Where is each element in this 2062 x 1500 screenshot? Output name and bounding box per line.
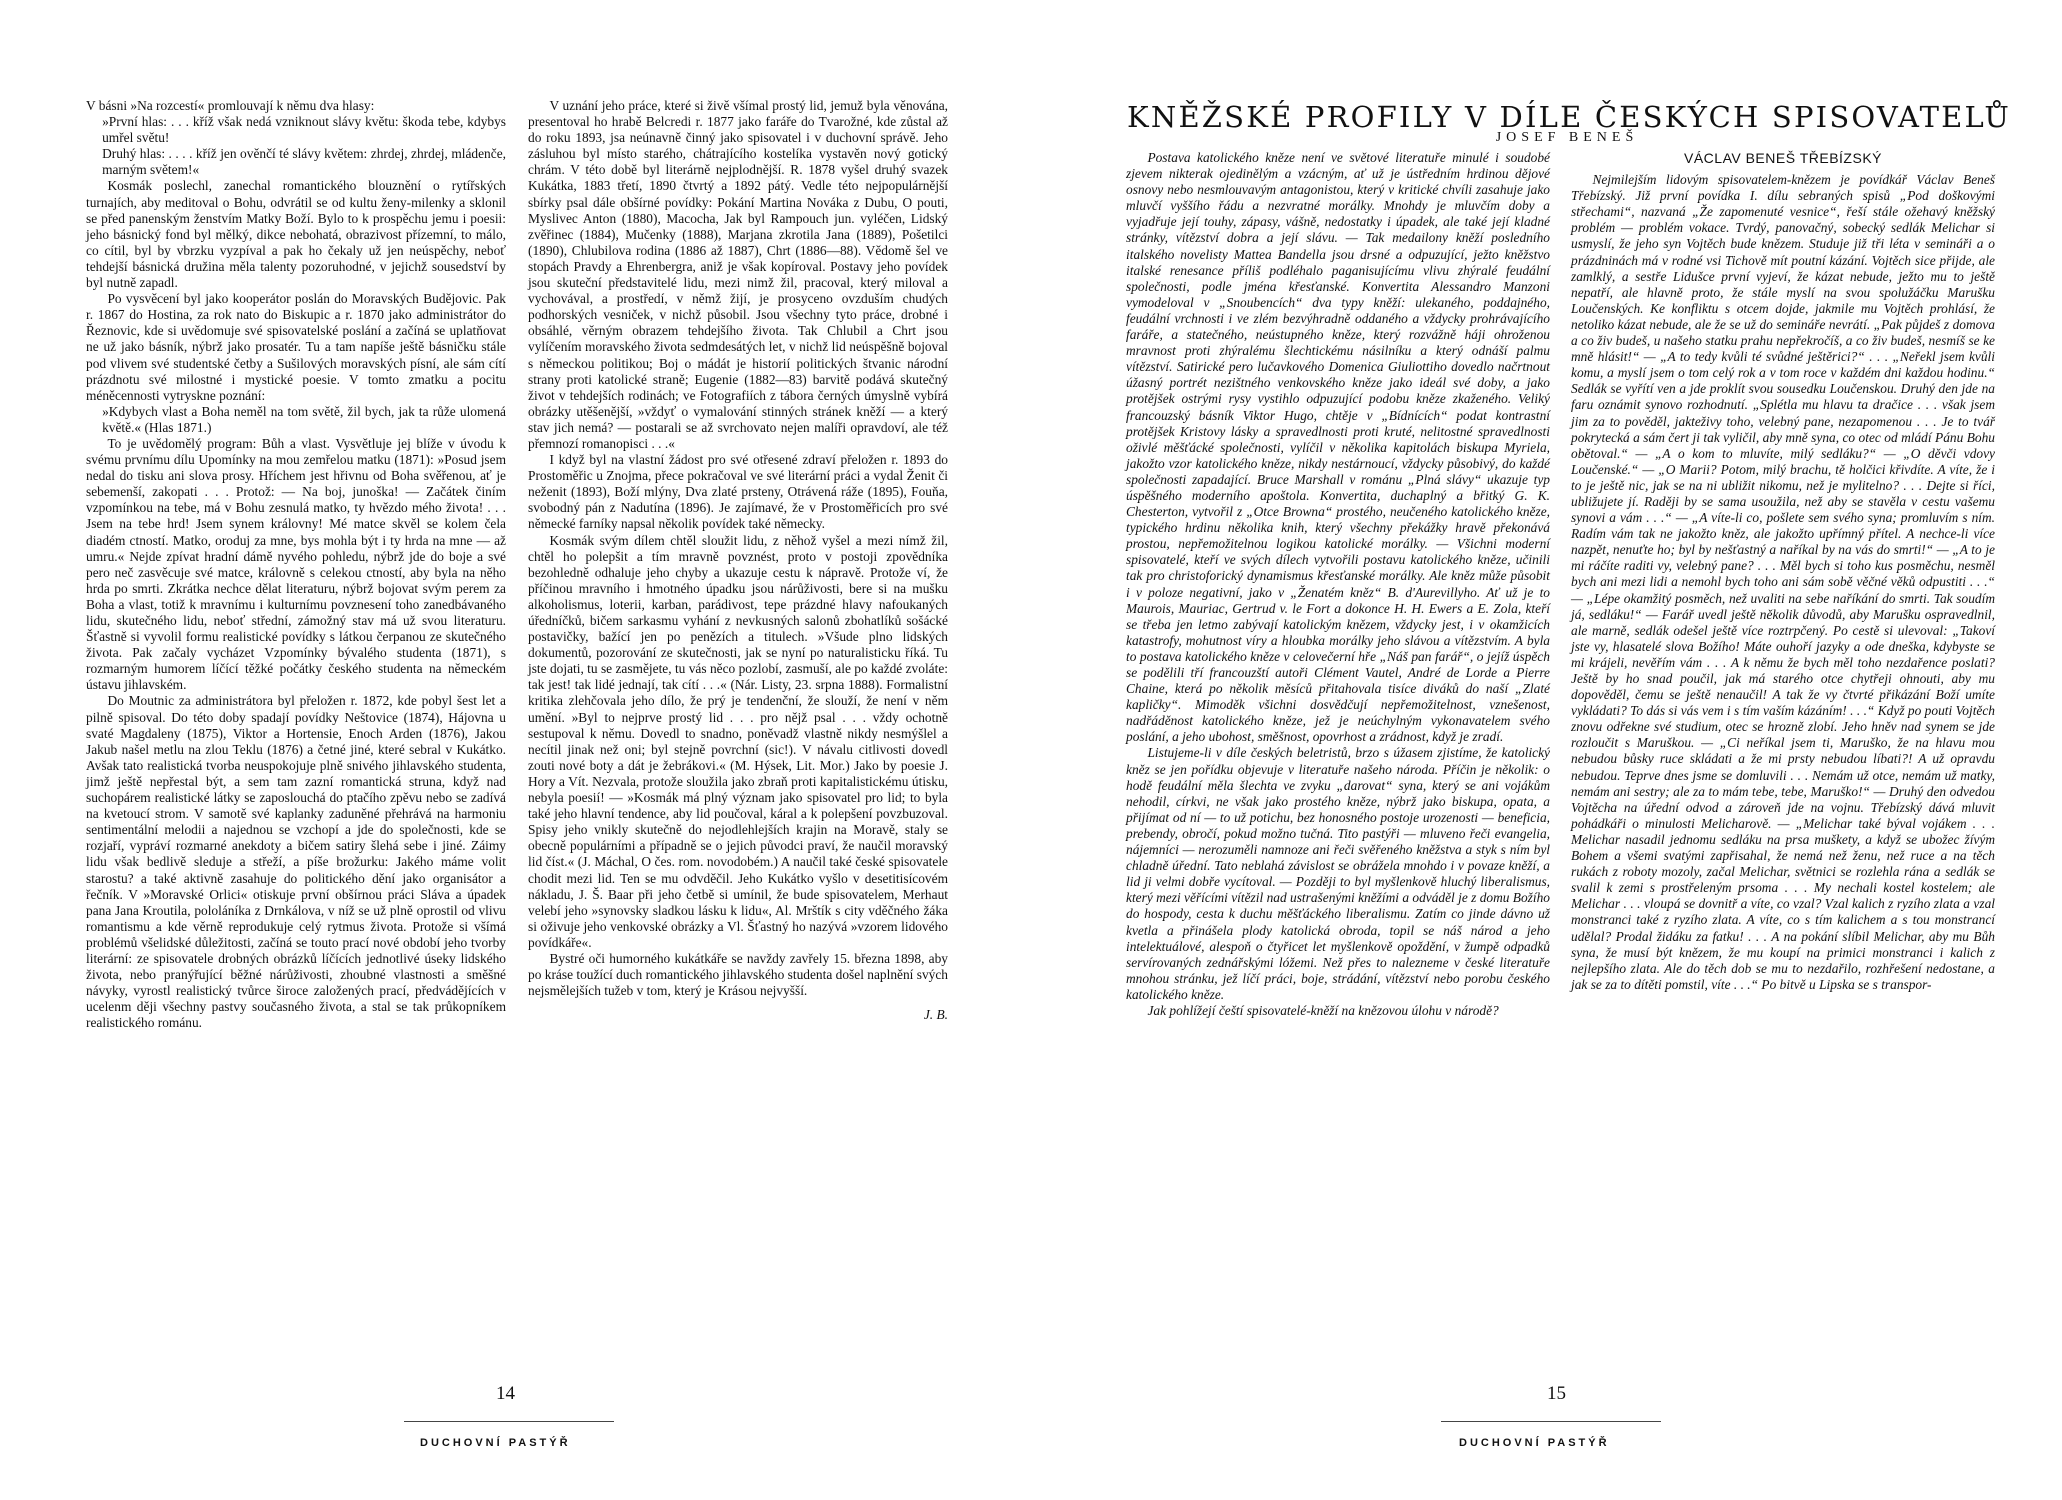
running-footer: DUCHOVNÍ PASTÝŘ [1459,1437,1610,1449]
verse: »První hlas: . . . kříž však nedá vzniknout slávy květu: škoda tebe, kdybys umřel světu! [102,114,506,146]
paragraph: Kosmák poslechl, zanechal romantického blouznění o rytířských turnajích, aby meditoval o Bohu, odvrátil se od kultu ženy-milenky a sklonil se před panenským ženstvím Matky Boží. Bylo to k prospěchu jemu i poesii: jeho básnický fond byl mělký, dikce nebohatá, obrazivost přízemní, to málo, co cítil, byl by vbrzku vyzpíval a pak ho čekaly už jen neúspěchy, neboť tehdejší básnická družina měla talenty pozoruhodné, v jejichž sousedství by byl nutně zapadl. [86,178,506,291]
paragraph: Do Moutnic za administrátora byl přeložen r. 1872, kde pobyl šest let a pilně spisoval. Do této doby spadají povídky Neštovice (1874), Hájovna u svaté Magdaleny (1875), Viktor a Hortensie, Enoch Arden (1876), Jakou Jakub našel metlu na zlou Teklu (1876) a četné jiné, které sebral v Kukátko. Avšak tato realistická tvorba neuspokojuje plně snivého jihlavského studenta, jimž ještě nepřestal být, a sem tam zazní romantická struna, když nad suchopárem realistické látky se zaposlouchá do ptačího zpěvu nebo se zadívá na kvetoucí strom. V samotě své kaplanky zaduněné přehrává na harmoniu sentimentální melodii a najednou se vzchopí a jde do společnosti, kde se rozjaří, vypráví rozmarné anekdoty a bičem satiry šlehá sebe i jiné. Záimy lidu však bedlivě sleduje a střeží, a píše brožurku: Jakého máme volit starostu? a také aktivně zasahuje do politického dění jako organisátor a řečník. V »Moravské Orlici« otiskuje první obšírnou práci Sláva a úpadek pana Jana Kroutila, pololáníka z Drnkálova, v níž se už plně oprostil od vlivu romantismu a kde věrně reprodukuje celý rytmus života. Protože si všímá problémů všelidské důležitosti, začíná se touto prací nové období jeho tvorby literární: ze spisovatele drobných obrázků líčících jednotlivé úseky lidského života, nebo pranýřující běžné nárůživosti, zhoubné vlastnosti a směšné návyky, vyrostl realistický tvůrce široce založených prací, předvádějících v ucelenm ději všechny pastvy současného života, a stal se tak průkopníkem realistického románu. [86,693,506,1031]
footer-rule [1441,1421,1661,1422]
verse: Druhý hlas: . . . . kříž jen ověnčí té slávy květem: zhrdej, zhrdej, mládenče, marným světem!« [102,146,506,178]
paragraph: Nejmilejším lidovým spisovatelem-knězem je povídkář Václav Beneš Třebízský. Již první povídka I. dílu sebraných spisů „Pod doškovými střechami“, nazvaná „Že zapomenuté vesnice“, řeší stále ožehavý kněžský problém — problém vokace. Tvrdý, panovačný, sobecký sedlák Melichar si usmyslí, že jeho syn Vojtěch bude knězem. Studuje již tři léta v semináři a o prázdninách má v rodné vsi Tichově mít poutní kázání. Vojtěch sice přijde, ale zamlklý, a sestře Lidušce první vyjeví, že kázat nebude, ježto mu to ještě nepatří, ale hlavně proto, že stále myslí na svou spolužáčku Marušku Loučenských. Ke konfliktu s otcem dojde, jakmile mu Vojtěch prohlásí, že netoliko kázat nebude, ale že se už do semináře nevrátí. „Pak půjdeš z domova a co živ budeš, u našeho statku prahu nepřekročíš, a co živ budeš, nesmíš se ke mně hlásit!“ — „A to tedy kvůli té svůdné ještěrici?“ . . . „Neřekl jsem kvůli komu, a myslí jsem o tom celý rok a v tom roce v každém dni každou hodinu.“ Sedlák se vyřítí ven a jde proklít svou sousedku Loučenskou. Druhý den jde na faru oznámit synovo rozhodnutí. „Splétla mu hlavu ta dračice . . . však jsem jim za to pověděl, jakteživy toho, velebný pane, nezapomenou . . . Je to tvář pokrytecká a sám čert ji tak vyličil, aby mně syna, co otec od mládí Pánu Bohu obětoval.“ — „A o kom to mluvíte, milý sedláku?“ — „O děvči vdovy Loučenské.“ — „O Marii? Potom, milý brachu, tě holčici křivdíte. A víte, že i to je ještě nic, jak se na ni ubližit nikomu, než je mylitelno? . . . Dejte si říci, ubližujete jí. Raději by se sama usoužila, než aby se stavěla v cestu vašemu synovi a vám . . .“ — „A víte-li co, pošlete sem svého syna; promluvím s ním. Radím vám tak ne jakožto kněz, ale jakožto upřímný přítel. A nechce-li více nazpět, nenuťte ho; byl by nešťastný a naříkal by na vás do smrti!“ — „A to je mi ráčíte raditi vy, velebný pane? . . . Měl bych si toho kus posměchu, nesměl bych ani mezi lidi a nemohl bych toho ani sám sobě věčné věků odpustiti . . .“ — „Lépe okamžitý posměch, než uvaliti na sebe naříkání do smrti. Tak soudím já, sedláku!“ — Farář uvedl ještě několik důvodů, aby Marušku ospravedlnil, ale marně, sedlák odešel ještě více roztrpčený. Po cestě si ulevoval: „Takoví jste vy, hlasatelé slova Božího! Máte ouhoří jazyky a ode dneška, kdybyste se mi krájeli, nevěřím vám . . . A k němu že bych měl toho nezdařence poslati? Ještě by ho snad poučil, jak má starého otce chytřeji ohnouti, aby mu dopověděl, čemu se ještě nenaučil! A tak že vy čtvrté přikázání Boží umíte vykládati? To dás si vás vem i s tím vaším kázáním! . . .“ Když po pouti Vojtěch znovu odřekne své studium, otec se hrozně zlobí. Jeho hněv nad synem se jde rozloučit s Maruškou. — „Ci neříkal jsem ti, Maruško, že na hlavu mou nebudou bůsky ruce skládati a že mi prsty nebudou líbati?! A už opravdu nebudou. Teprve dnes jsme se domluvili . . . Nemám už otce, nemám už matky, nemám ani sestry; ale za to mám tebe, tebe, Maruško!“ — Druhý den odvedou Vojtěcha na úřední odvod a zároveň jde na vojnu. Třebízský dává mluvit pohádkáři o minulosti Melicharově. — „Melichar také býval vojákem . . . Melichar nasadil jednomu sedláku na prsa muškety, a když se ubožec žívým Bohem a všemi svatými zapřisahal, že nemá než ženu, než ruce a na těch rukách z roboty mozoly, začal Melichar, světnici se rozlehla rána a sedlák se svalil k zemi s prostřeleným prsoma . . . My nechali kostel kostelem; ale Melichar . . . vloupá se dovnitř a víte, co vzal? Vzal kalich z ryzího zlata a vzal monstranci také z ryzího zlata. A víte, co s tím kalichem a s tou monstrancí udělal? Prodal židáku za fatku! . . . A na pokání slíbil Melichar, aby mu Bůh syna, že musí být knězem, že mu koupí na primici monstranci i kalich z nejlepšího zlata. Ale do těch dob se mu to nezdařilo, rozhřešení nedostane, a jak se za to dítěti pomstil, víte . . .“ Po bitvě u Lipska se s transpor- [1571,172,1995,992]
page-number: 14 [496,1383,515,1404]
paragraph: Po vysvěcení byl jako kooperátor poslán do Moravských Budějovic. Pak r. 1867 do Hostina, za rok nato do Biskupic a r. 1870 jako administrátor do Řeznovic, kde si uvědomuje své spisovatelské poslání a začíná se uplatňovat ne už jako básník, nýbrž jako prosatér. Tu a tam napíše ještě básničku stále pod vlivem své studentské četby a Sušilových moravských písní, ale sám cítí prázdnotu své milostné i mystické poesie. V tomto zmatku a pocitu méněcennosti vytryskne poznání: [86,291,506,403]
article-title: KNĚŽSKÉ PROFILY V DÍLE ČESKÝCH SPISOVATELŮ [1127,100,2012,134]
article-author: JOSEF BENEŠ [1495,130,1639,145]
right-column-2 [1571,150,1995,993]
paragraph: V uznání jeho práce, které si živě všímal prostý lid, jemuž byla věnována, presentoval ho hrabě Belcredi r. 1877 jako faráře do Tvarožné, kde zůstal až do roku 1893, jsa neúnavně činný jako spisovatel i v duchovní správě. Jeho zásluhou byl místo starého, chátrajícího kostelíka vystavěn nový gotický chrám. V této době byl literárně nejplodnější. R. 1878 vyšel druhý svazek Kukátka, 1883 třetí, 1890 čtvrtý a 1892 pátý. Vedle této nejpopulárnější sbírky psal dále obšírné povídky: Pokání Martina Nováka z Dubu, O pouti, Myslivec Anton (1880), Macocha, Jak byl Rampouch jun. vyléčen, Lidský zvěřinec (1884), Mučenky (1888), Marjana zkrotila Jana (1889), Pošetilci (1890), Chlubilova rodina (1886 až 1887), Chrt (1886—88). Vědomě šel ve stopách Pravdy a Ehrenbergra, aniž je však kopíroval. Postavy jeho povídek jsou skuteční představitelé lidu, mezi nimž žil, pracoval, který miloval a vychovával, a prostředí, v němž žijí, je prosyceno ovzduším chudých podhorských vesniček, v nichž působil. Jsou všechny tyto práce, drobné i obsáhlé, věrným obrazem tehdejšího života. Tak Chlubil a Chrt jsou vylíčením moravského života sedmdesátých let, v nichž lid neúspěšně bojoval s německou politikou; Boj o mádát je historií politických štvanic národní strany proti katolické straně; Eugenie (1882—83) barvitě podává skutečný život v tehdejších rodinách; ve Fotografiích z tábora černých úmyslně vybírá obrázky utěšenější, »vždyť o vymalování stinných stránek kněží — a který stav jich nemá? — postarali se až svrchovato nejen malíři opravdoví, ale též přemnozí romanopisci . . .« [528,98,948,451]
paragraph: Bystré oči humorného kukátkáře se navždy zavřely 15. března 1898, aby po kráse toužící duch romantického jihlavského studenta došel naplnění svých nejsmělejších tužeb v tom, který je Krásou nejvyšší. [528,950,948,999]
signature: J. B. [923,1007,948,1023]
right-page [1031,0,2062,1500]
verse: »Kdybych vlast a Boha neměl na tom světě, žil bych, jak ta růže ulomená květě.« (Hlas 1871.) [102,403,506,435]
paragraph: To je uvědomělý program: Bůh a vlast. Vysvětluje jej blíže v úvodu k svému prvnímu dílu Upomínky na mou zemřelou matku (1871): »Posud jsem nedal do tisku ani slova prosy. Hříchem jest hřivnu od Boha svěřenou, ať je sebemenší, zakopati . . . Protož: — Na boj, junoška! — Začátek činím vzpomínkou na tebe, má v Bohu zesnulá matko, ty hvězdo mého života! . . . Jsem na tebe hrd! Jsem synem královny! Mé matce skvěl se kolem čela diadém ctností. Matko, oroduj za mne, bys mohla být i ty hrda na mne — až umru.« Nejde zpívat hradní dámě nyvého pohledu, nýbrž jde do boje a své pero neč zasvěcuje své matce, královně s celekou ctností, aby byla na něho hrda po smrti. Zkrátka nechce dělat literaturu, nýbrž bojovat svým perem za Boha a vlast, totiž k mravnímu i kulturnímu povznesení toho zanedbávaného lidu, skutečného lidu, neboť střední, zámožný stav má už svou literaturu. Šťastně si vyvolil formu realistické povídky s látkou čerpanou ze skutečného života. Pak začaly vycházet Vzpomínky bývalého studenta (1871), s rozmarným humorem líčící těžké počátky českého studenta na německém ústavu jihlavském. [86,435,506,693]
left-column-2 [528,98,948,1023]
paragraph: Postava katolického kněze není ve světové literatuře minulé i soudobé zjevem nikterak ojedinělým a vzácným, ať už je ústředním hrdinou dějové osnovy nebo nesmlouvavým antagonistou, který v kritické chvíli zasahuje jako mluvčí vyššího řádu a nezvratné morálky. Mnohdy je mluvčím doby a vyjadřuje její touhy, zápasy, vášně, nedostatky i úpadek, ale také její kladné stránky, vítězství dobra a její slávu. — Tak medailony kněží posledního italského novelisty Mattea Bandella jsou drsné a odpuzující, ježto kněžstvo italské renesance příliš podléhalo paganisujícímu vlivu zhýralé feudální společnosti, podle jména křesťanské. Konvertita Alessandro Manzoni vymodeloval v „Snoubencích“ dva typy kněží: ulekaného, poddajného, feudální vrchnosti i ve zlém bezvýhradně oddaného a vždycky prohrávajícího faráře, a statečného, neústupného kněze, který rozvážně háji ohroženou mravnost proti zhýralému šlechtickému násilníku a který odnáší palmu vítězství. Satirické pero lučavkového Domenica Giuliottiho dovedlo načrtnout úžasný portrét nezištného venkovského kněze jako ideál své doby, a jako protějšek ostrými rysy vystihlo odpuzující podobu kněze zkaženého. Veliký francouzský básník Viktor Hugo, chtěje v „Bídnících“ podat kontrastní protějšek Kristovy lásky a spravedlnosti proti kruté, nelitostné spravedlnosti oživlé měšťácké společnosti, vylíčil v několika kapitolách biskupa Myriela, jakožto vzor katolického kněze, nikdy nestárnoucí, vždycky působivý, do každé společnosti zapadající. Bruce Marshall v románu „Plná slávy“ ukazuje typ úspěšného moderního apoštola. Konvertita, duchaplný a břitký G. K. Chesterton, vytvořil z „Otce Browna“ prostého, neučeného katolického kněze, typického hrdinu několika knih, který všechny překážky hravě překonává prostou, nepřemožitelnou logikou katolické morálky. — Všichni moderní spisovatelé, kteří ve svých dílech vytvořili postavu katolického kněze, učinili tak pro christoforický dynamismus křesťanské morálky. Ale kněz může působit i v poloze negativní, jako v „Ženatém kněz“ B. d'Aurevillyho. Ať už je to Maurois, Mauriac, Gertrud v. le Fort a dokonce H. H. Ewers a E. Zola, kteří se třeba jen letmo zabývají katolickým knězem, vždycky jest, i v okamžicích katastrofy, mohutnost víry a hloubka morálky jeho slávou a vítězstvím. A byla to postava katolického kněze v celovečerní hře „Náš pan farář“, o jejíž úspěch se podělili tří francouzští autoři Clément Vautel, André de Lorde a Pierre Chaine, která po několik měsíců přitahovala tisíce diváků do naší „Zlaté kapličky“. Mimoděk všichni dosvědčují nepřemožitelnost, vznešenost, nadřáděnost katolického kněze, jež je neúchylným vykonavatelem svého poslání, a jeho ubohost, směšnost, opovrhost a zrádnost, když je zradí. [1126,150,1550,745]
paragraph: I když byl na vlastní žádost pro své otřesené zdraví přeložen r. 1893 do Prostoměřic u Znojma, přece pokračoval ve své literární práci a vydal Ženit či neženit (1893), Boží mlýny, Dva zlaté prsteny, Otrávená ráže (1895), Fouňa, svobodný pán z Nadutína (1896). Je zajímavé, že v Prostoměřicích pro své německé farníky napsal několik povídek také německy. [528,452,948,532]
footer-rule [404,1421,614,1422]
paragraph: Kosmák svým dílem chtěl sloužit lidu, z něhož vyšel a mezi nímž žil, chtěl ho polepšit a tím mravně povznést, proto v postoji zpovědníka bezohledně odhaluje jeho chyby a ukazuje cestu k nápravě. Protože ví, že příčinou mravního i hmotného úpadku jsou nárůživosti, bere si na mušku alkoholismus, loterii, karban, parádivost, tepe prázdné hlavy nafoukaných úředníčků, bičem sarkasmu vyhání z nevkusných salonů zbohatlíků sošácké postavičky, bažící jen po penězích a titulech. »Všude plno lidských dokumentů, pozorování ze skutečnosti, jak se nyní po naturalisticku říká. Tu jste dojati, tu se zasmějete, tu vás něco pozlobí, zasmuší, ale po každé zvoláte: tak jest! tak lidé jednají, tak cítí . . .« (Nár. Listy, 23. srpna 1888). Formalistní kritika zlehčovala jeho dílo, že prý je tendenční, že slouží, že není v něm umění. »Byl to nejprve prostý lid . . . pro nějž psal . . . vždy ochotně sestupoval k němu. Dovedl to snadno, poněvadž vlastně nikdy nesmýšlel a necítil jinak než oni; byl stejně povrchní (sic!). V návalu citlivosti dovedl zouti nové boty a dát je žebrákovi.« (M. Hýsek, Lit. Mor.) Jako by poesie J. Hory a Vít. Nezvala, protože sloužila jako zbraň proti kapitalistickému útisku, nebyla poesií! — »Kosmák má plný význam jako spisovatel pro lid; to byla také jeho hlavní tendence, aby lid poučoval, káral a k polepšení povzbuzoval. Spisy jeho vnikly skutečně do nejodlehlejších krajin na Moravě, staly se obecně populárními a případně se o jejich původci praví, že naučil moravský lid číst.« (J. Máchal, O čes. rom. novodobém.) A naučil také české spisovatele chodit mezi lid. Ten se mu odvděčil. Jeho Kukátko vyšlo v desetitisícovém nákladu, J. Š. Baar při jeho četbě si umínil, že bude spisovatelem, Merhaut velebí jeho »synovsky sladkou lásku k lidu«, Al. Mrštík s city vděčného žáka si oživuje jeho venkovské obrázky a Vl. Šťastný ho nazývá »vzorem lidového povídkáře«. [528,532,948,950]
paragraph: V básni »Na rozcestí« promlouvají k němu dva hlasy: [86,98,375,113]
section-heading: VÁCLAV BENEŠ TŘEBÍZSKÝ [1684,150,1882,166]
right-column-1 [1126,150,1550,1019]
paragraph: Listujeme-li v díle českých beletristů, brzo s úžasem zjistíme, že katolický kněz se jen pořídku objevuje v literatuře našeho národa. Příčin je několik: o hodě feudální měla šlechta ve zvyku „darovat“ syna, který se ani vojákům nehodil, církvi, ne však jako prostého kněze, nýbrž jako biskupa, opata, a přijímat od ní — to už potichu, bez honosného postoje urozenosti — beneficia, prebendy, obročí, pokud možno tučná. Tito pastýři — mluveno řeči evangelia, nájemníci — nerozuměli namnoze ani řeči svěřeného kněžstva a styk s ním byl chladně úřední. Tato neblahá závislost se obrážela mnohdo i v povaze kněží, a lid ji velmi dobře vycítoval. — Později to byl myšlenkově hluchý liberalismus, který mezi věřícími vítězil nad ustrašenými kněžími a odváděl je z domu Božího do hospody, cesta k duchu měšťáckého liberalismu. Zatím co jinde dávno už kvetla a přinášela plody katolická obroda, topil se náš národ a jeho intelektuálové, alespoň o čtyřicet let myšlenkově opoždění, v žumpě odpadků servírovaných zednářskými lóžemi. Než přes to nalezneme v české literatuře mnohou stránku, jež líčí práci, boje, strádání, vítězství nebo porobu českého katolického kněze. [1126,745,1550,1002]
paragraph: Jak pohlížejí čeští spisovatelé-kněží na knězovou úlohu v národě? [1147,1002,1499,1018]
page-number: 15 [1547,1383,1566,1404]
left-column-1 [86,98,506,1031]
running-footer: DUCHOVNÍ PASTÝŘ [420,1437,571,1449]
